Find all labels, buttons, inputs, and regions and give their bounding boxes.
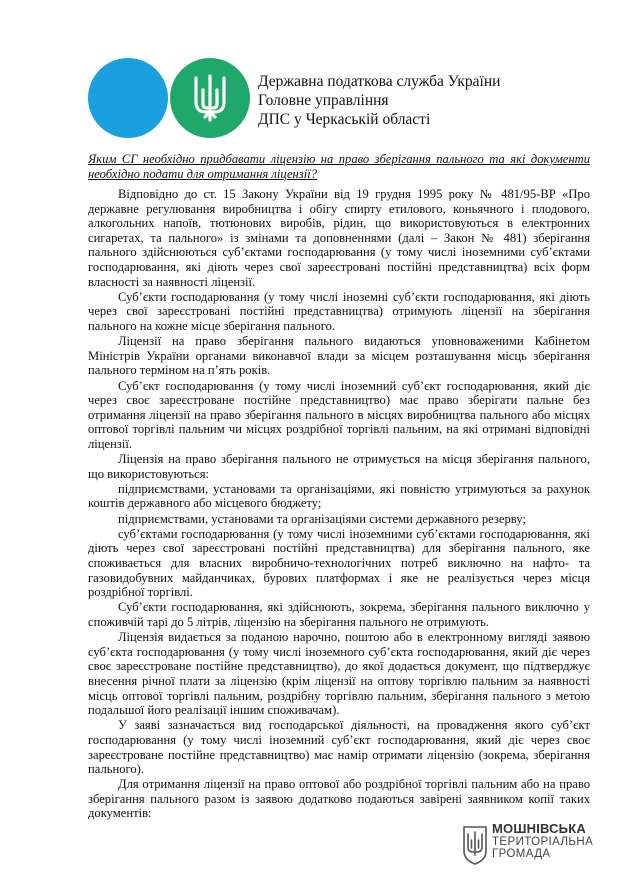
- footer-logo: [462, 823, 602, 867]
- footer-line-2: ТЕРИТОРІАЛЬНА: [492, 835, 594, 848]
- paragraph: У заяві зазначається вид господарської діяльності, на провадження якого суб’єкт господарювання (у тому числі іноземний суб’єкт господарювання, який діє через своє зареєстроване постійне представництво) має намір отримати ліцензію (зокрема, зберігання пального).: [88, 718, 590, 777]
- question-heading: Яким СГ необхідно придбавати ліцензію на право зберігання пального та які документи необхідно подати для отримання ліцензії?: [88, 152, 590, 181]
- list-item: суб’єктами господарювання (у тому числі іноземними суб’єктами господарювання, які діють через свої зареєстровані постійні представництва) для зберігання пального, яке споживається для власних виробничо-технологічних потреб виключно на нафто- та газовидобувних майданчиках, бурових платформах і яке не реалізується через місця роздрібної торгівлі.: [88, 526, 590, 600]
- header: [88, 58, 568, 138]
- footer-line-1: МОШНІВСЬКА: [492, 821, 586, 836]
- list-item: підприємствами, установами та організаціями системи державного резерву;: [118, 511, 526, 526]
- organization-name: [258, 72, 500, 129]
- logo-blue-circle: [88, 58, 168, 138]
- org-line-2: Головне управління: [258, 92, 389, 109]
- org-line-1: Державна податкова служба України: [258, 73, 501, 90]
- trident-icon: [188, 72, 232, 124]
- trident-emblem-icon: [462, 825, 488, 865]
- paragraph: Ліцензії на право зберігання пального видаються уповноваженими Кабінетом Міністрів України органами виконавчої влади за місцем розташування місць зберігання пального терміном на п’ять років.: [88, 334, 590, 378]
- footer-line-3: ГРОМАДА: [492, 848, 551, 860]
- list-item: підприємствами, установами та організаціями, які повністю утримуються за рахунок коштів державного або місцевого бюджету;: [88, 481, 590, 511]
- org-line-3: ДПС у Черкаській області: [258, 111, 431, 128]
- paragraph: Відповідно до ст. 15 Закону України від 19 грудня 1995 року № 481/95-ВР «Про державне регулювання виробництва і обігу спирту етилового, коньячного і плодового, алкогольних напоїв, тютюнових виробів, рідин, що використовуються в електронних сигаретах, та пального» із змінами та доповненнями (далі – Закон № 481) зберігання пального здійснюються суб’єктами господарювання (у тому числі іноземними суб’єктами господарювання, які діють через свої зареєстровані постійні представництва) всіх форм власності за наявності ліцензії.: [88, 187, 590, 289]
- paragraph: Суб’єкти господарювання (у тому числі іноземні суб’єкти господарювання, які діють через свої зареєстровані постійні представництва) отримують ліцензії на зберігання пального на кожне місце зберігання пального.: [88, 289, 590, 333]
- paragraph: Суб’єкт господарювання (у тому числі іноземний суб’єкт господарювання, який діє через своє зареєстроване постійне представництво) має право зберігати пальне без отримання ліцензії на право зберігання пального в місцях виробництва пального або місцях оптової торгівлі пальним чи місцях роздрібної торгівлі пальним, на які отримані відповідні ліцензії.: [88, 378, 590, 451]
- paragraph: Для отримання ліцензії на право оптової або роздрібної торгівлі пальним або на право зберігання пального разом із заявою додатково подаються завірені заявником копії таких документів:: [88, 777, 590, 821]
- footer-text: [492, 823, 593, 861]
- paragraph: Суб’єкти господарювання, які здійснюють, зокрема, зберігання пального виключно у споживчій тарі до 5 літрів, ліцензію на зберігання пального не отримують.: [88, 600, 590, 629]
- paragraph: Ліцензія видається за поданою нарочно, поштою або в електронному вигляді заявою суб’єкта господарювання (у тому числі іноземного суб’єкта господарювання, який діє через своє зареєстроване постійне представництво), до якої додається документ, що підтверджує внесення річної плати за ліцензію (крім ліцензії на оптову торгівлю пальним за наявності місць оптової торгівлі пальним, роздрібну торгівлю пальним, зберігання пального з метою подальшої його реалізації іншим споживачам).: [88, 630, 590, 718]
- paragraph: Ліцензія на право зберігання пального не отримується на місця зберігання пального, що використовуються:: [88, 452, 590, 481]
- document-body: [88, 187, 590, 822]
